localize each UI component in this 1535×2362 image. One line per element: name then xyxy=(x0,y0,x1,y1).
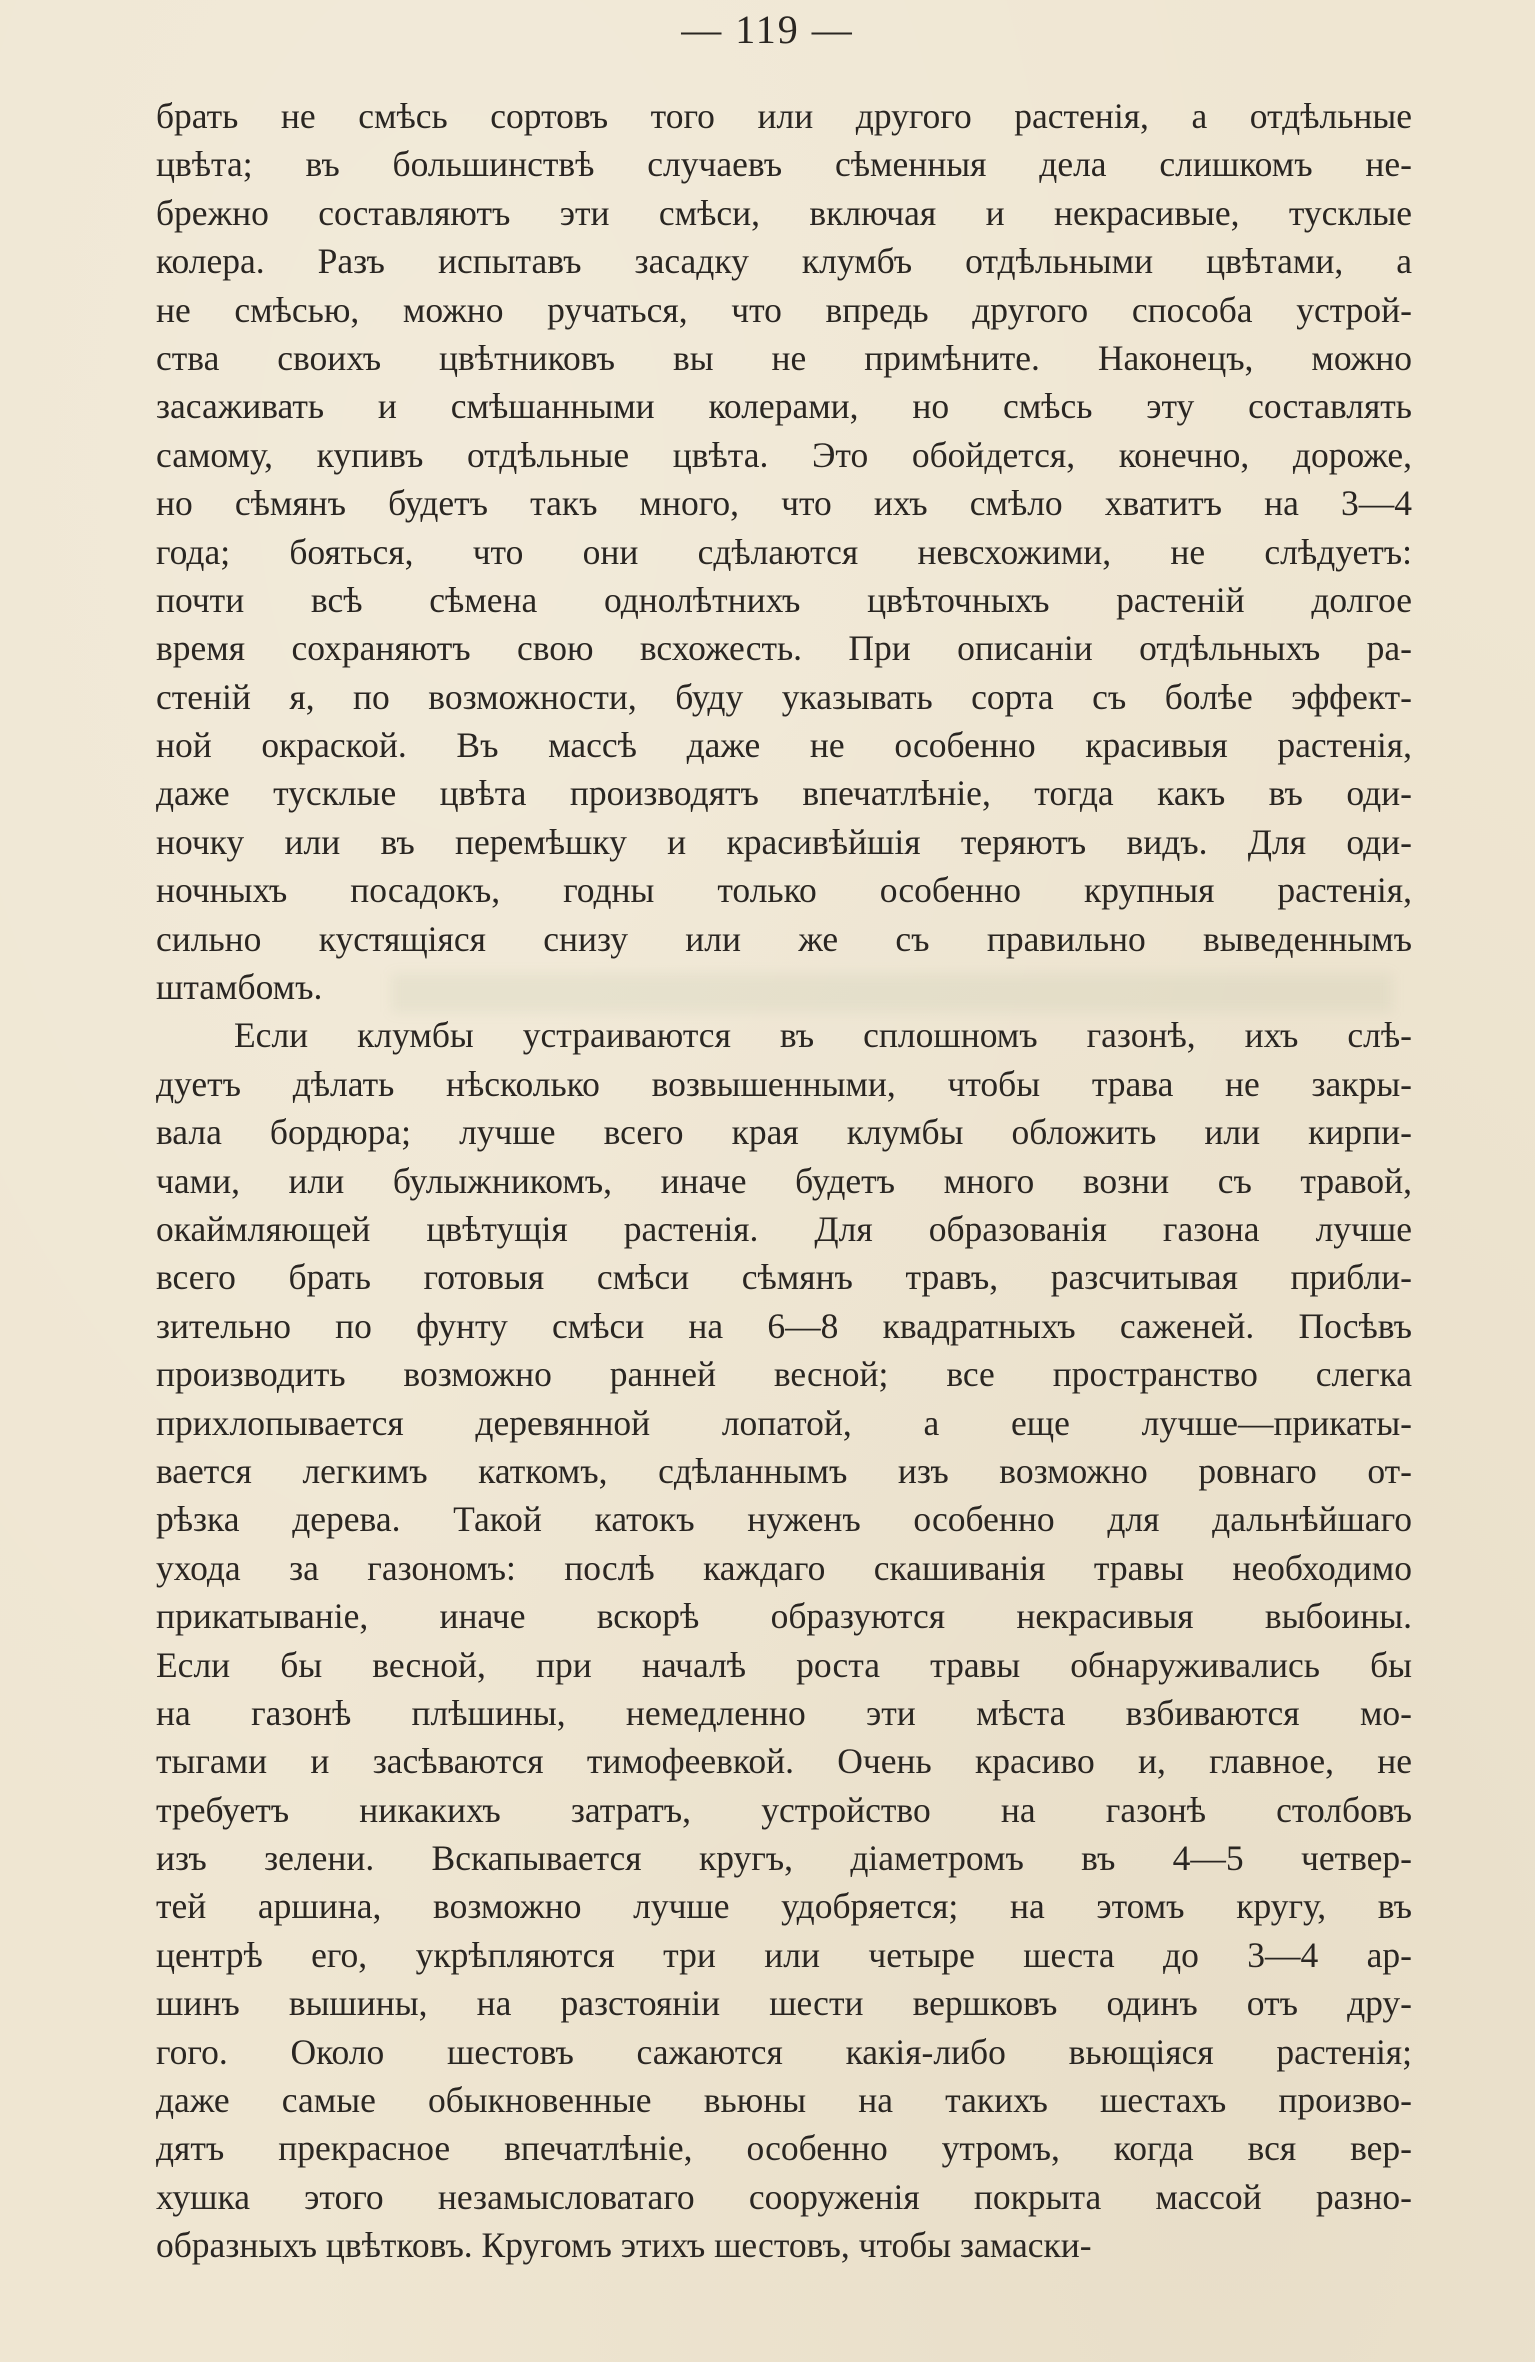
text-line: окаймляющей цвѣтущія растенія. Для образованія газона лучше xyxy=(156,1208,1412,1249)
text-line: даже самые обыкновенные вьюны на такихъ шестахъ произво- xyxy=(156,2080,1412,2121)
text-line: почти всѣ сѣмена однолѣтнихъ цвѣточныхъ растеній долгое xyxy=(156,579,1412,620)
page-number: — 119 — xyxy=(681,7,854,52)
text-line: штамбомъ. xyxy=(156,967,323,1008)
text-line: на газонѣ плѣшины, немедленно эти мѣста взбиваются мо- xyxy=(156,1692,1412,1733)
text-line: прикатываніе, иначе вскорѣ образуются некрасивыя выбоины. xyxy=(156,1596,1412,1637)
text-line: ночку или въ перемѣшку и красивѣйшія теряютъ видъ. Для оди- xyxy=(156,821,1412,862)
text-line: центрѣ его, укрѣпляются три или четыре шеста до 3—4 ар- xyxy=(156,1934,1412,1975)
text-line: время сохраняютъ свою всхожесть. При описаніи отдѣльныхъ ра- xyxy=(156,628,1412,669)
text-line: вала бордюра; лучше всего края клумбы обложить или кирпи- xyxy=(156,1112,1412,1153)
text-line: но сѣмянъ будетъ такъ много, что ихъ смѣло хватитъ на 3—4 xyxy=(156,483,1412,524)
text-line: дуетъ дѣлать нѣсколько возвышенными, чтобы трава не закры- xyxy=(156,1063,1412,1104)
text-line: ной окраской. Въ массѣ даже не особенно красивыя растенія, xyxy=(156,725,1412,766)
text-line: ухода за газономъ: послѣ каждаго скашиванія травы необходимо xyxy=(156,1547,1412,1588)
text-line: вается легкимъ каткомъ, сдѣланнымъ изъ возможно ровнаго от- xyxy=(156,1450,1412,1491)
text-line: засаживать и смѣшанными колерами, но смѣсь эту составлять xyxy=(156,386,1412,427)
text-line: производить возможно ранней весной; все пространство слегка xyxy=(156,1354,1412,1395)
text-line: требуетъ никакихъ затратъ, устройство на газонѣ столбовъ xyxy=(156,1789,1412,1830)
text-line: брать не смѣсь сортовъ того или другого растенія, а отдѣльные xyxy=(156,96,1412,136)
text-line: образныхъ цвѣтковъ. Кругомъ этихъ шестовъ, чтобы замаски- xyxy=(156,2225,1092,2266)
text-line: Если клумбы устраиваются въ сплошномъ газонѣ, ихъ слѣ- xyxy=(234,1015,1412,1056)
text-line: тей аршина, возможно лучше удобряется; на этомъ кругу, въ xyxy=(156,1886,1412,1927)
text-line: шинъ вышины, на разстояніи шести вершковъ одинъ отъ дру- xyxy=(156,1983,1412,2024)
text-line: хушка этого незамысловатаго сооруженія покрыта массой разно- xyxy=(156,2176,1412,2217)
text-line: чами, или булыжникомъ, иначе будетъ много возни съ травой, xyxy=(156,1160,1412,1201)
body-text xyxy=(156,92,1412,2270)
text-line: самому, купивъ отдѣльные цвѣта. Это обойдется, конечно, дороже, xyxy=(156,434,1412,475)
text-line: зительно по фунту смѣси на 6—8 квадратныхъ саженей. Посѣвъ xyxy=(156,1305,1412,1346)
text-line: рѣзка дерева. Такой катокъ нуженъ особенно для дальнѣйшаго xyxy=(156,1499,1412,1540)
text-line: сильно кустящіяся снизу или же съ правильно выведеннымъ xyxy=(156,918,1412,959)
text-line: не смѣсью, можно ручаться, что впредь другого способа устрой- xyxy=(156,289,1412,330)
text-line: цвѣта; въ большинствѣ случаевъ сѣменныя дела слишкомъ не- xyxy=(156,144,1412,185)
text-line: изъ зелени. Вскапывается кругъ, діаметромъ въ 4—5 четвер- xyxy=(156,1838,1412,1879)
text-line: Если бы весной, при началѣ роста травы обнаруживались бы xyxy=(156,1644,1412,1685)
paragraph xyxy=(156,92,1412,1011)
text-line: гого. Около шестовъ сажаются какія-либо вьющіяся растенія; xyxy=(156,2031,1412,2072)
text-line: стеній я, по возможности, буду указывать сорта съ болѣе эффект- xyxy=(156,676,1412,717)
text-line: прихлопывается деревянной лопатой, а еще лучше—прикаты- xyxy=(156,1402,1412,1443)
text-line: брежно составляютъ эти смѣси, включая и некрасивые, тусклые xyxy=(156,192,1412,233)
text-line: даже тусклые цвѣта производятъ впечатлѣніе, тогда какъ въ оди- xyxy=(156,773,1412,814)
text-line: ночныхъ посадокъ, годны только особенно крупныя растенія, xyxy=(156,870,1412,911)
text-line: ства своихъ цвѣтниковъ вы не примѣните. Наконецъ, можно xyxy=(156,337,1412,378)
text-line: колера. Разъ испытавъ засадку клумбъ отдѣльными цвѣтами, а xyxy=(156,241,1412,282)
text-line: тыгами и засѣваются тимофеевкой. Очень красиво и, главное, не xyxy=(156,1741,1412,1782)
paragraph xyxy=(156,1011,1412,2269)
text-line: дятъ прекрасное впечатлѣніе, особенно утромъ, когда вся вер- xyxy=(156,2128,1412,2169)
text-line: года; бояться, что они сдѣлаются невсхожими, не слѣдуетъ: xyxy=(156,531,1412,572)
text-line: всего брать готовыя смѣси сѣмянъ травъ, разсчитывая прибли- xyxy=(156,1257,1412,1298)
